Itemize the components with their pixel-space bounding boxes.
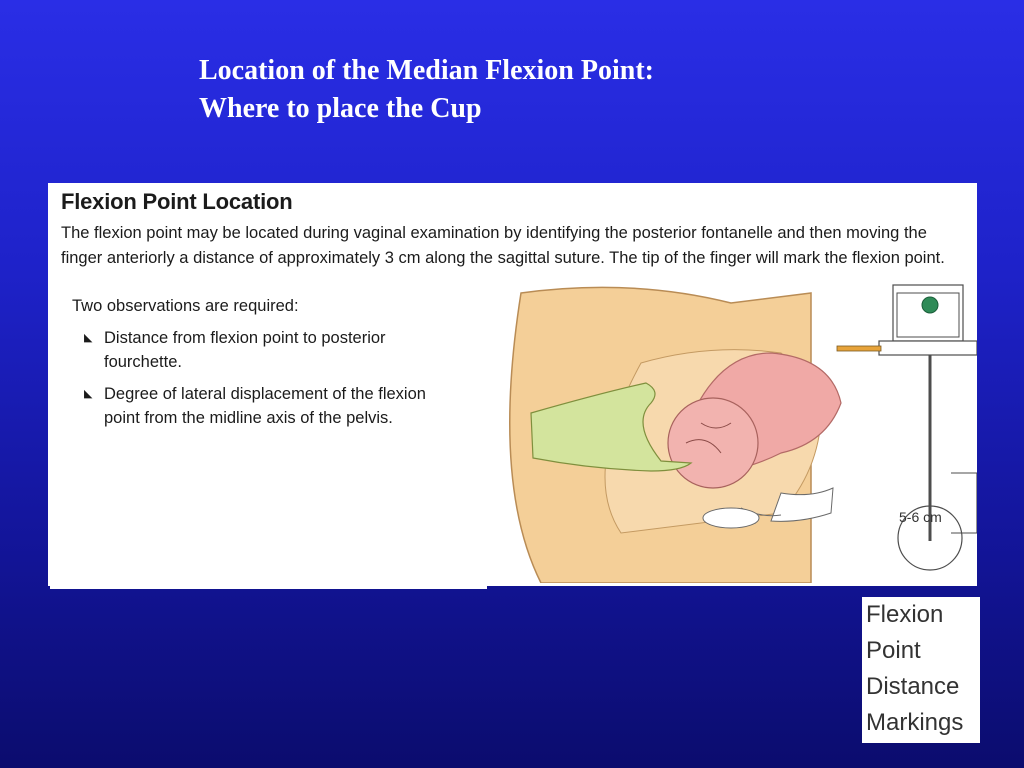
legend-line: Markings bbox=[866, 709, 964, 736]
arrow-bullet-icon: ◣ bbox=[84, 388, 93, 400]
observation-text: Degree of lateral displacement of the flexion point from the midline axis of the pelvis. bbox=[104, 385, 426, 427]
distance-markings-legend bbox=[862, 597, 980, 743]
vacuum-device-illustration bbox=[837, 285, 977, 570]
observations-intro: Two observations are required: bbox=[72, 297, 299, 315]
slide-title-line-2: Where to place the Cup bbox=[199, 93, 482, 124]
legend-line: Flexion bbox=[866, 601, 944, 628]
dimension-label: 5-6 cm bbox=[899, 509, 942, 525]
panel-heading: Flexion Point Location bbox=[61, 189, 293, 214]
observation-text: Distance from flexion point to posterior fourchette. bbox=[104, 329, 386, 371]
arrow-bullet-icon: ◣ bbox=[84, 332, 93, 344]
baby-head-illustration bbox=[668, 398, 758, 488]
observation-item bbox=[82, 326, 462, 374]
flexion-point-panel bbox=[48, 183, 977, 586]
legend-line: Point bbox=[866, 637, 921, 664]
panel-description: The flexion point may be located during vaginal examination by identifying the posterior fontanelle and then moving the finger anteriorly a distance of approximately 3 cm along the sagittal suture. The tip of the finger will mark the flexion point. bbox=[61, 224, 945, 267]
slide-title-line-1: Location of the Median Flexion Point: bbox=[199, 55, 654, 86]
observation-item bbox=[82, 382, 462, 430]
legend-line: Distance bbox=[866, 673, 960, 700]
slide-title bbox=[199, 52, 654, 128]
flexion-point-illustration bbox=[481, 283, 977, 583]
observations-list bbox=[82, 326, 462, 438]
